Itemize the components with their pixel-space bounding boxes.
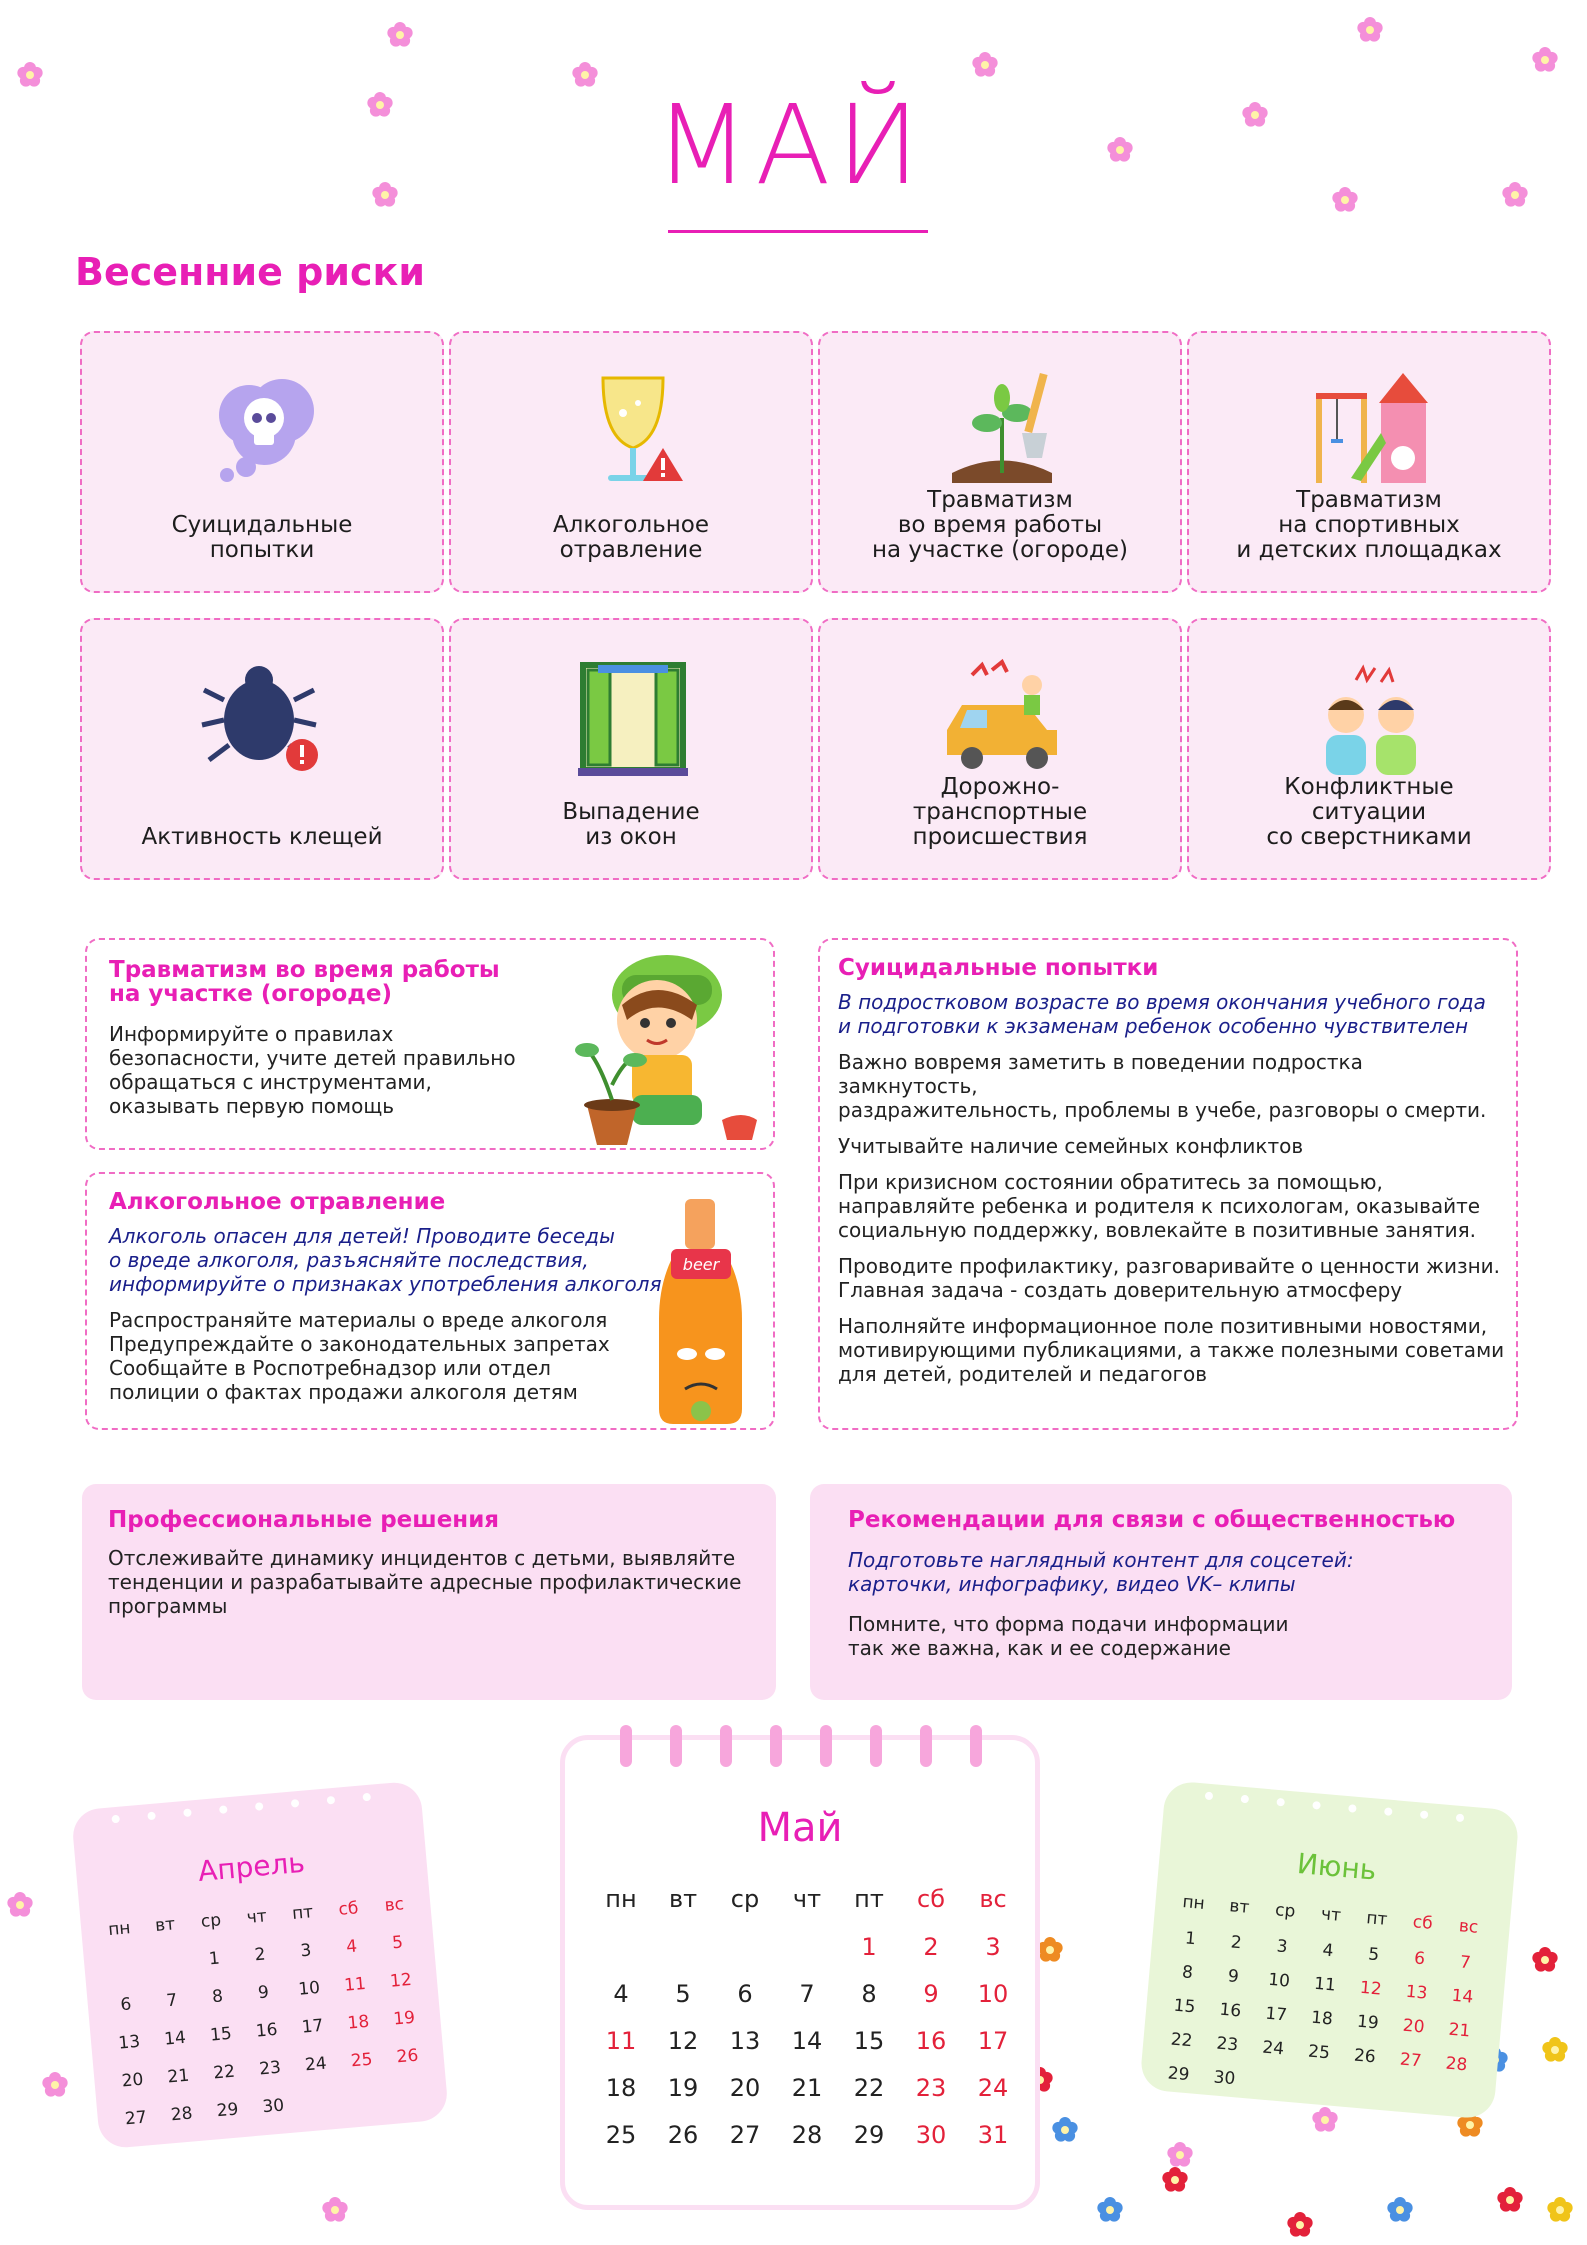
- calendar-day: 25: [605, 2121, 637, 2149]
- flower-icon: [1051, 2116, 1079, 2144]
- calendar-day: 22: [853, 2074, 885, 2102]
- skull-cloud-icon: [194, 363, 334, 493]
- calendar-day: 24: [1261, 2037, 1285, 2060]
- calendar-day: 14: [791, 2027, 823, 2055]
- calendar-day: 3: [985, 1933, 1001, 1961]
- weekday-label: пн: [1181, 1892, 1206, 1914]
- paragraph: Учитывайте наличие семейных конфликтов: [838, 1134, 1304, 1158]
- calendar-day: 29: [853, 2121, 885, 2149]
- risk-card: [1187, 331, 1551, 593]
- calendar-day: 8: [861, 1980, 877, 2008]
- paragraph: Важно вовремя заметить в поведении подростка замкнутость, раздражительность, проблемы в учебе, разговоры о смерти.: [838, 1050, 1487, 1122]
- flower-icon: [1241, 101, 1269, 129]
- risk-label: Травматизм на спортивных и детских площадках: [1236, 487, 1502, 563]
- weekday-label: ср: [200, 1910, 222, 1932]
- calendar-day: 27: [729, 2121, 761, 2149]
- paragraph: Проводите профилактику, разговаривайте о ценности жизни. Главная задача - создать доверительную атмосферу: [838, 1254, 1501, 1302]
- calendar-month-title: Апрель: [196, 1845, 307, 1888]
- calendar-day: 5: [1367, 1944, 1381, 1966]
- calendar-day: 23: [1215, 2033, 1240, 2056]
- calendar-day: 21: [166, 2065, 191, 2088]
- professional-solutions-box: [82, 1484, 776, 1700]
- calendar-day: 22: [212, 2061, 236, 2084]
- calendar-day: 6: [1413, 1948, 1426, 1970]
- box-text: Информируйте о правилах безопасности, учите детей правильно обращаться с инструментами, оказывать первую помощь: [109, 1022, 516, 1118]
- box-text: Отслеживайте динамику инцидентов с детьми, выявляйте тенденции и разрабатывайте адресные профилактические программы: [108, 1546, 742, 1618]
- calendar-day: 22: [1169, 2029, 1194, 2052]
- public-relations-box: [810, 1484, 1512, 1700]
- risk-label: Конфликтные ситуации со сверстниками: [1266, 774, 1472, 850]
- weekday-label: чт: [792, 1885, 822, 1913]
- calendar-day: 11: [343, 1973, 367, 1996]
- risk-label: Травматизм во время работы на участке (огороде): [871, 487, 1129, 563]
- open-window-icon: [563, 650, 703, 780]
- calendar-day: 20: [1401, 2015, 1426, 2038]
- calendar-day: 19: [392, 2007, 416, 2030]
- box-text: Распространяйте материалы о вреде алкоголя Предупреждайте о законодательных запретах Сообщайте в Роспотребнадзор или отдел полиции о фактах продажи алкоголя детям: [109, 1308, 610, 1404]
- calendar-day: 10: [1267, 1969, 1291, 1992]
- risk-label: Дорожно- транспортные происшествия: [912, 774, 1088, 850]
- calendar-day: 28: [791, 2121, 823, 2149]
- calendar-day: 9: [257, 1982, 270, 2004]
- calendar-day: 9: [1227, 1966, 1240, 1988]
- binder-ring: [820, 1725, 832, 1767]
- binder-ring: [920, 1725, 932, 1767]
- calendar-day: 8: [211, 1986, 224, 2008]
- weekday-label: пт: [291, 1902, 314, 1924]
- calendar-day: 7: [799, 1980, 815, 2008]
- calendar-may: [560, 1735, 1040, 2210]
- weekday-label: вс: [979, 1885, 1007, 1913]
- calendar-day: 7: [165, 1990, 179, 2012]
- calendar-day: 16: [915, 2027, 947, 2055]
- calendar-day: 13: [117, 2031, 141, 2054]
- flower-icon: [1036, 1936, 1064, 1964]
- flower-icon: [1311, 2106, 1339, 2134]
- risk-card: [1187, 618, 1551, 880]
- calendar-day: 21: [791, 2074, 823, 2102]
- calendar-day: 10: [297, 1977, 321, 2000]
- weekday-label: вт: [1228, 1896, 1251, 1918]
- calendar-day: 28: [1444, 2053, 1469, 2076]
- binder-ring: [670, 1725, 682, 1767]
- calendar-day: 2: [1229, 1932, 1243, 1954]
- weekday-label: ср: [730, 1885, 760, 1913]
- weekday-label: пн: [605, 1885, 637, 1913]
- flower-icon: [371, 181, 399, 209]
- calendar-day: 19: [1356, 2011, 1380, 2034]
- calendar-day: 26: [667, 2121, 699, 2149]
- calendar-day: 23: [258, 2057, 282, 2080]
- calendar-day: 18: [1310, 2007, 1334, 2030]
- calendar-day: 3: [299, 1940, 313, 1962]
- calendar-day: 2: [923, 1933, 939, 1961]
- calendar-day: 18: [605, 2074, 637, 2102]
- calendar-day: 13: [729, 2027, 761, 2055]
- risk-card: [818, 331, 1182, 593]
- risk-label: Алкогольное отравление: [552, 512, 710, 563]
- risk-card: [80, 331, 444, 593]
- risk-label: Суицидальные попытки: [171, 512, 353, 563]
- flower-icon: [971, 51, 999, 79]
- binder-ring: [870, 1725, 882, 1767]
- risk-label: Активность клещей: [141, 824, 383, 850]
- playground-icon: [1301, 363, 1441, 493]
- calendar-day: 12: [1359, 1977, 1383, 2000]
- sprout-shovel-icon: [932, 363, 1072, 493]
- box-italic: В подростковом возрасте во время окончания учебного года и подготовки к экзаменам ребенок особенно чувствителен: [838, 990, 1486, 1038]
- flower-icon: [1531, 1946, 1559, 1974]
- calendar-day: 29: [1166, 2063, 1191, 2086]
- weekday-label: сб: [1411, 1912, 1434, 1934]
- calendar-day: 29: [215, 2099, 240, 2122]
- risk-card: [80, 618, 444, 880]
- calendar-card: [71, 1780, 449, 2149]
- calendar-day: 11: [605, 2027, 637, 2055]
- wine-glass-warning-icon: [563, 363, 703, 493]
- risk-card: [449, 331, 813, 593]
- calendar-day: 23: [915, 2074, 947, 2102]
- flower-icon: [1331, 186, 1359, 214]
- calendar-day: 24: [304, 2053, 328, 2076]
- flower-icon: [1161, 2166, 1189, 2194]
- calendar-day: 1: [208, 1948, 221, 1970]
- flower-icon: [1096, 2196, 1124, 2224]
- bottle-label: beer: [682, 1255, 720, 1274]
- calendar-day: 7: [1459, 1952, 1472, 1974]
- weekday-label: вт: [668, 1885, 698, 1913]
- calendar-day: 27: [1399, 2049, 1423, 2072]
- box-italic: Алкоголь опасен для детей! Проводите беседы о вреде алкоголя, разъясняйте последствия, информируйте о признаках употребления алкоголя: [109, 1224, 662, 1296]
- calendar-day: 11: [1313, 1973, 1337, 1996]
- flower-icon: [1546, 2196, 1574, 2224]
- flower-icon: [1166, 2141, 1194, 2169]
- weekday-label: сб: [917, 1885, 945, 1913]
- calendar-day: 30: [915, 2121, 947, 2149]
- tick-warning-icon: [194, 650, 334, 780]
- box-title: Суицидальные попытки: [838, 955, 1159, 981]
- risk-label: Выпадение из окон: [562, 799, 700, 850]
- calendar-day: 16: [255, 2019, 279, 2042]
- paragraph: При кризисном состоянии обратитесь за помощью, направляйте ребенка и родителя к психологам, оказывайте социальную поддержку, вовлекайте в позитивные занятия.: [838, 1170, 1481, 1242]
- calendar-day: 12: [389, 1969, 413, 1992]
- calendar-day: 25: [350, 2049, 374, 2072]
- risk-card: [818, 618, 1182, 880]
- calendar-day: 8: [1181, 1962, 1194, 1984]
- calendar-day: 4: [1321, 1940, 1335, 1962]
- calendar-day: 14: [1450, 1985, 1475, 2008]
- calendar-day: 24: [977, 2074, 1009, 2102]
- box-title: Алкогольное отравление: [109, 1189, 446, 1215]
- suicide-box: [818, 938, 1518, 1430]
- flower-icon: [321, 2196, 349, 2224]
- calendar-day: 18: [346, 2011, 371, 2034]
- beer-bottle-icon: [647, 1189, 757, 1429]
- calendar-day: 1: [1184, 1928, 1197, 1950]
- box-title: Профессиональные решения: [108, 1507, 500, 1533]
- weekday-label: сб: [337, 1898, 360, 1920]
- calendar-day: 30: [1212, 2067, 1237, 2090]
- box-title: Травматизм во время работы на участке (огороде): [109, 957, 500, 1007]
- calendar-day: 4: [345, 1936, 359, 1958]
- flower-icon: [571, 61, 599, 89]
- calendar-day: 3: [1275, 1936, 1289, 1958]
- flower-icon: [1501, 181, 1529, 209]
- calendar-day: 13: [1404, 1981, 1429, 2004]
- binder-ring: [970, 1725, 982, 1767]
- weekday-label: пт: [854, 1885, 884, 1913]
- calendar-day: 19: [667, 2074, 699, 2102]
- section-title: Весенние риски: [75, 250, 425, 294]
- calendar-day: 10: [977, 1980, 1009, 2008]
- calendar-month-title: Июнь: [1295, 1846, 1378, 1887]
- weekday-label: чт: [245, 1906, 268, 1928]
- binder-ring: [720, 1725, 732, 1767]
- calendar-day: 15: [209, 2023, 233, 2046]
- calendar-day: 2: [253, 1944, 267, 1966]
- calendar-day: 21: [1447, 2019, 1472, 2042]
- weekday-label: ср: [1274, 1900, 1297, 1922]
- flower-icon: [16, 61, 44, 89]
- calendar-day: 17: [300, 2015, 325, 2038]
- flower-icon: [386, 21, 414, 49]
- calendar-day: 16: [1218, 1999, 1242, 2022]
- box-text: Помните, что форма подачи информации так же важна, как и ее содержание: [848, 1612, 1289, 1660]
- flower-icon: [1286, 2211, 1314, 2239]
- calendar-day: 31: [977, 2121, 1009, 2149]
- calendar-day: 15: [1172, 1995, 1197, 2018]
- flower-icon: [366, 91, 394, 119]
- calendar-day: 26: [1353, 2045, 1377, 2068]
- calendar-april: [71, 1780, 449, 2149]
- calendar-day: 6: [737, 1980, 753, 2008]
- paragraph: Наполняйте информационное поле позитивными новостями, мотивирующими публикациями, а также полезными советами для детей, родителей и педагогов: [838, 1314, 1505, 1386]
- weekday-label: вс: [383, 1894, 405, 1916]
- weekday-label: вс: [1458, 1916, 1480, 1938]
- calendar-day: 20: [120, 2069, 145, 2092]
- weekday-label: вт: [154, 1914, 176, 1936]
- weekday-label: пт: [1365, 1908, 1389, 1930]
- calendar-day: 28: [170, 2103, 194, 2126]
- flower-icon: [6, 1891, 34, 1919]
- calendar-day: 6: [119, 1994, 133, 2016]
- car-accident-icon: [932, 650, 1072, 780]
- box-title: Рекомендации для связи с общественностью: [848, 1507, 1456, 1533]
- calendar-day: 30: [261, 2095, 286, 2118]
- flower-icon: [1106, 136, 1134, 164]
- calendar-day: 27: [124, 2107, 148, 2130]
- garden-injury-box: [85, 938, 775, 1150]
- binder-ring: [620, 1725, 632, 1767]
- flower-icon: [1541, 2036, 1569, 2064]
- calendar-day: 17: [977, 2027, 1009, 2055]
- calendar-month-title: Май: [757, 1805, 843, 1851]
- alcohol-box: [85, 1172, 775, 1430]
- flower-icon: [1356, 16, 1384, 44]
- calendar-day: 17: [1264, 2003, 1288, 2026]
- calendar-day: 26: [395, 2045, 420, 2068]
- flower-icon: [1496, 2186, 1524, 2214]
- title-underline: [668, 230, 928, 233]
- calendar-day: 14: [163, 2027, 187, 2050]
- calendar-day: 5: [675, 1980, 691, 2008]
- binder-ring: [770, 1725, 782, 1767]
- weekday-label: чт: [1320, 1904, 1342, 1926]
- calendar-day: 12: [667, 2027, 699, 2055]
- calendar-day: 9: [923, 1980, 939, 2008]
- flower-icon: [1386, 2196, 1414, 2224]
- calendar-june: [1139, 1780, 1520, 2120]
- conflict-children-icon: [1301, 650, 1441, 780]
- flower-icon: [41, 2071, 69, 2099]
- weekday-label: пн: [107, 1918, 132, 1941]
- page-title: МАЙ: [654, 81, 926, 209]
- calendar-day: 4: [613, 1980, 629, 2008]
- calendar-day: 1: [861, 1933, 877, 1961]
- calendar-day: 20: [729, 2074, 761, 2102]
- box-italic: Подготовьте наглядный контент для соцсетей: карточки, инфографику, видео VK– клипы: [848, 1548, 1354, 1596]
- suicide-paragraphs: [838, 1050, 1508, 1398]
- risk-card: [449, 618, 813, 880]
- calendar-day: 25: [1307, 2041, 1331, 2064]
- flower-icon: [1531, 46, 1559, 74]
- child-gardening-icon: [527, 935, 777, 1150]
- calendar-day: 5: [391, 1932, 404, 1954]
- calendar-day: 15: [853, 2027, 885, 2055]
